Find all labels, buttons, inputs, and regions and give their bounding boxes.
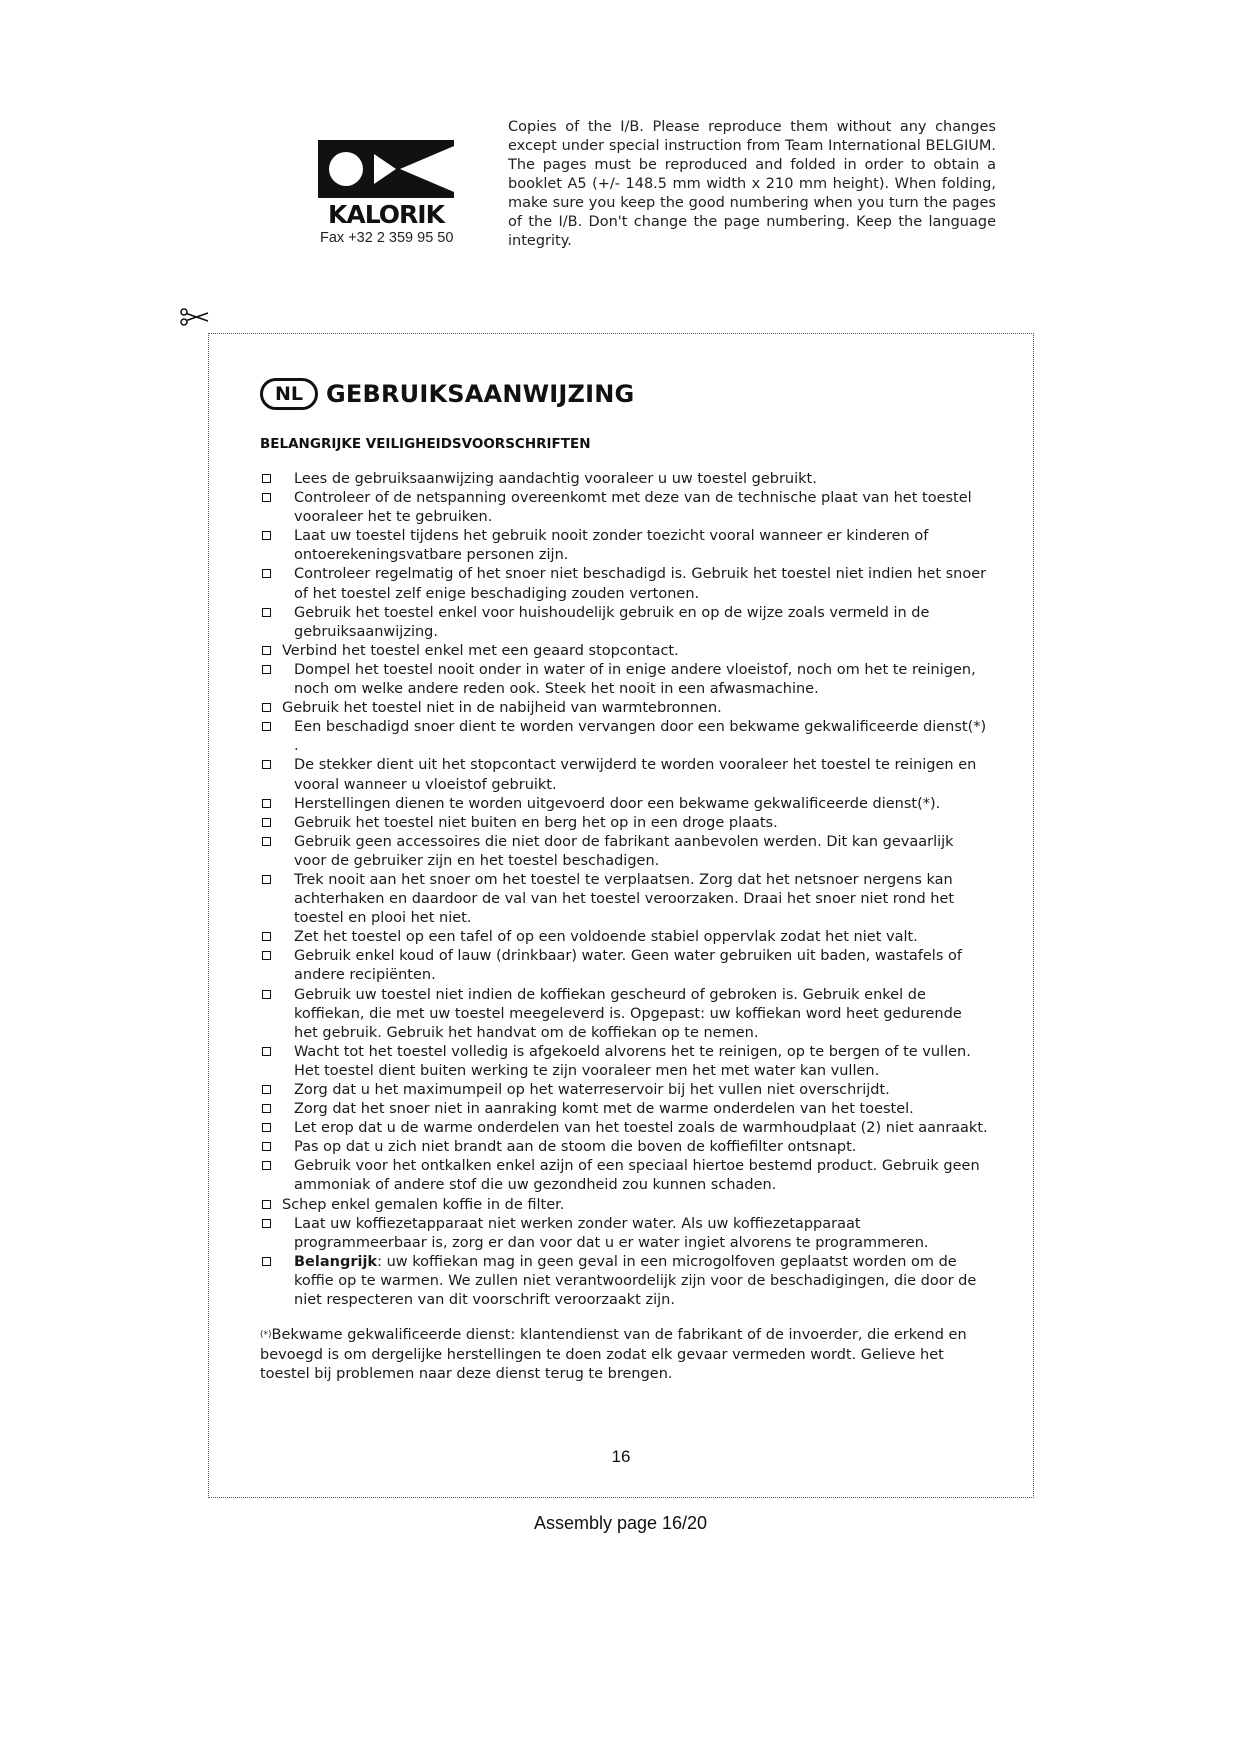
footnote-text: Bekwame gekwalificeerde dienst: klantendienst van de fabrikant of de invoerder, die erkend en bevoegd is om dergelijke herstellingen te doen zodat elk gevaar vermeden wordt. Gelieve het toestel bij problemen naar deze dienst terug te brengen. [260,1327,967,1383]
list-item: Wacht tot het toestel volledig is afgekoeld alvorens het te reinigen, op te bergen of te vullen. Het toestel dient buiten werking te zijn vooraleer men het met water kan vullen. [260,1043,990,1081]
checkbox-bullet-icon [262,703,271,712]
checkbox-bullet-icon [262,799,271,808]
safety-rules-list [260,470,990,1310]
page-content [260,374,990,1385]
brand-name: KALORIK [328,200,444,229]
kalorik-logo [318,140,468,229]
checkbox-bullet-icon [262,1085,271,1094]
checkbox-bullet-icon [262,474,271,483]
list-item: Controleer regelmatig of het snoer niet beschadigd is. Gebruik het toestel niet indien het snoer of het toestel zelf enige beschadiging zouden vertonen. [260,565,990,603]
list-item: Een beschadigd snoer dient te worden vervangen door een bekwame gekwalificeerde dienst(*) . [260,718,990,756]
list-item: Gebruik het toestel enkel voor huishoudelijk gebruik en op de wijze zoals vermeld in de gebruiksaanwijzing. [260,604,990,642]
list-item: Zorg dat het snoer niet in aanraking komt met de warme onderdelen van het toestel. [260,1100,990,1119]
footnote [260,1326,990,1385]
checkbox-bullet-icon [262,932,271,941]
fax-number: Fax +32 2 359 95 50 [320,230,454,246]
list-item: Gebruik voor het ontkalken enkel azijn of een speciaal hiertoe bestemd product. Gebruik geen ammoniak of andere stof die uw gezondheid zou kunnen schaden. [260,1157,990,1195]
list-item: Zet het toestel op een tafel of op een voldoende stabiel oppervlak zodat het niet valt. [260,928,990,947]
copy-instructions: Copies of the I/B. Please reproduce them without any changes except under special instruction from Team International BELGIUM. The pages must be reproduced and folded in order to obtain a booklet A5 (+/- 148.5 mm width x 210 mm height). When folding, make sure you keep the good numbering when you turn the pages of the I/B. Don't change the page numbering. Keep the language integrity. [508,119,996,249]
instruction-header [318,118,998,268]
checkbox-bullet-icon [262,990,271,999]
checkbox-bullet-icon [262,1047,271,1056]
list-item: Schep enkel gemalen koffie in de filter. [260,1196,990,1215]
checkbox-bullet-icon [262,818,271,827]
checkbox-bullet-icon [262,875,271,884]
list-item: Gebruik uw toestel niet indien de koffiekan gescheurd of gebroken is. Gebruik enkel de koffiekan, die met uw toestel meegeleverd is. Opgepast: uw koffiekan word heet gedurende het gebruik. Gebruik het handvat om de koffiekan op te nemen. [260,986,990,1043]
page-title: GEBRUIKSAANWIJZING [326,380,635,408]
list-item: Gebruik het toestel niet buiten en berg het op in een droge plaats. [260,814,990,833]
list-item: Let erop dat u de warme onderdelen van het toestel zoals de warmhoudplaat (2) niet aanraakt. [260,1119,990,1138]
list-item: Dompel het toestel nooit onder in water of in enige andere vloeistof, noch om het te reinigen, noch om welke andere reden ook. Steek het nooit in een afwasmachine. [260,661,990,699]
checkbox-bullet-icon [262,1104,271,1113]
page-number: 16 [611,1447,631,1466]
list-item: Gebruik enkel koud of lauw (drinkbaar) water. Geen water gebruiken uit baden, wastafels of andere recipiënten. [260,947,990,985]
list-item: Gebruik het toestel niet in de nabijheid van warmtebronnen. [260,699,990,718]
checkbox-bullet-icon [262,665,271,674]
section-heading: BELANGRIJKE VEILIGHEIDSVOORSCHRIFTEN [260,436,591,452]
list-item: Controleer of de netspanning overeenkomt met deze van de technische plaat van het toestel vooraleer het te gebruiken. [260,489,990,527]
booklet-page [208,333,1034,1498]
language-badge: NL [260,378,318,410]
kalorik-k-mark-icon [318,140,454,200]
checkbox-bullet-icon [262,569,271,578]
list-item: Lees de gebruiksaanwijzing aandachtig vooraleer u uw toestel gebruikt. [260,470,990,489]
footnote-mark: (*) [260,1330,272,1341]
checkbox-bullet-icon [262,1142,271,1151]
checkbox-bullet-icon [262,531,271,540]
checkbox-bullet-icon [262,1257,271,1266]
list-item: Zorg dat u het maximumpeil op het waterreservoir bij het vullen niet overschrijdt. [260,1081,990,1100]
checkbox-bullet-icon [262,1123,271,1132]
checkbox-bullet-icon [262,493,271,502]
list-item: Belangrijk: uw koffiekan mag in geen geval in een microgolfoven geplaatst worden om de koffie op te warmen. We zullen niet verantwoordelijk zijn voor de beschadigingen, die door de niet respecteren van dit voorschrift veroorzaakt zijn. [260,1253,990,1310]
list-item: Gebruik geen accessoires die niet door de fabrikant aanbevolen werden. Dit kan gevaarlijk voor de gebruiker zijn en het toestel beschadigen. [260,833,990,871]
checkbox-bullet-icon [262,760,271,769]
list-item: Herstellingen dienen te worden uitgevoerd door een bekwame gekwalificeerde dienst(*). [260,795,990,814]
list-item: Pas op dat u zich niet brandt aan de stoom die boven de koffiefilter ontsnapt. [260,1138,990,1157]
checkbox-bullet-icon [262,951,271,960]
checkbox-bullet-icon [262,1161,271,1170]
checkbox-bullet-icon [262,608,271,617]
assembly-page-label: Assembly page 16/20 [533,1513,708,1533]
list-item: Laat uw koffiezetapparaat niet werken zonder water. Als uw koffiezetapparaat programmeerbaar is, zorg er dan voor dat u er water ingiet alvorens te programmeren. [260,1215,990,1253]
checkbox-bullet-icon [262,1219,271,1228]
scissors-icon [180,306,210,328]
checkbox-bullet-icon [262,1200,271,1209]
list-item: Trek nooit aan het snoer om het toestel te verplaatsen. Zorg dat het netsnoer nergens kan achterhaken en daardoor de val van het toestel veroorzaken. Draai het snoer niet rond het toestel en plooi het niet. [260,871,990,928]
checkbox-bullet-icon [262,722,271,731]
list-item: Laat uw toestel tijdens het gebruik nooit zonder toezicht vooral wanneer er kinderen of ontoerekeningsvatbare personen zijn. [260,527,990,565]
checkbox-bullet-icon [262,646,271,655]
title-row [260,374,990,414]
list-item: Verbind het toestel enkel met een geaard stopcontact. [260,642,990,661]
checkbox-bullet-icon [262,837,271,846]
list-item: De stekker dient uit het stopcontact verwijderd te worden vooraleer het toestel te reinigen en vooral wanneer u vloeistof gebruikt. [260,756,990,794]
